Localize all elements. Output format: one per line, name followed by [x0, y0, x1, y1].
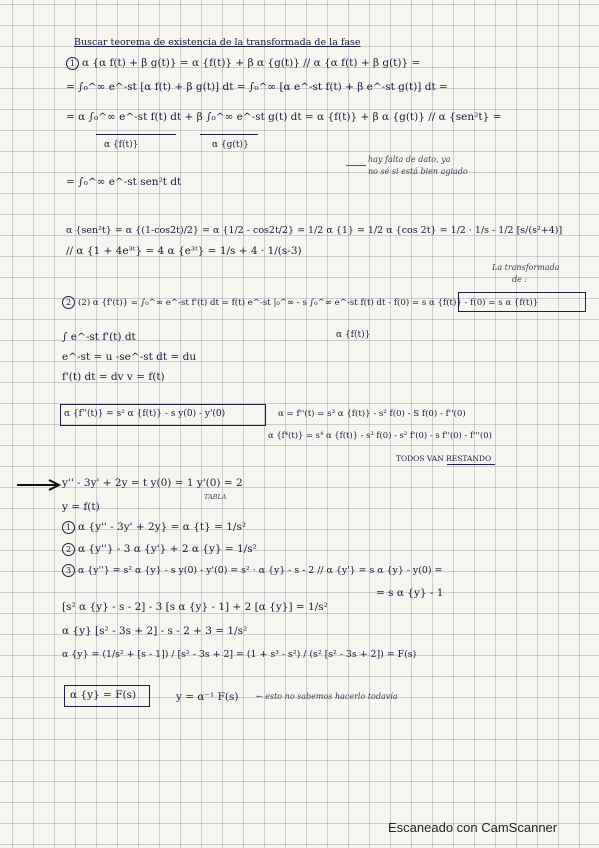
- line-18: 3 α {y''} = s² α {y} - s y(0) - y'(0) = s² · α {y} - s - 2 // α {y'} = s α {y} - y(0) =: [62, 564, 442, 578]
- underbrace-b: [200, 134, 258, 135]
- line-7: 2 (2) α {f'(t)} = ∫₀^∞ e^-st f'(t) dt = f(t) e^-st |₀^∞ - s ∫₀^∞ e^-st f(t) dt - f(0) = s α {f(t)} - f(0) = s α {f(t)}: [62, 296, 538, 310]
- line-8: ∫ e^-st f'(t) dt: [62, 331, 136, 343]
- scanner-watermark: Escaneado con CamScanner: [388, 820, 558, 835]
- line-6: // α {1 + 4e³ᵗ} = 4 α {e³ᵗ} = 1/s + 4 · 1/(s-3): [66, 245, 302, 257]
- line-22: α {y} = (1/s² + [s - 1]) / [s² - 3s + 2] = (1 + s³ - s²) / (s² [s² - 3s + 2]) = F(s): [62, 649, 417, 660]
- line-11-box: α {f''(t)} = s² α {f(t)} - s y(0) - y'(0): [64, 409, 226, 419]
- item-number-1b: 1: [62, 521, 75, 534]
- underline-restando: [447, 464, 495, 465]
- line-3-label-b: α {g(t)}: [212, 140, 249, 150]
- side-note-3: La transformada: [492, 263, 560, 272]
- item-number-1: 1: [66, 57, 79, 70]
- side-note-2: no sé si está bien agiado: [368, 167, 468, 176]
- line-19: = s α {y} - 1: [376, 587, 444, 599]
- line-9: e^-st = u -se^-st dt = du: [62, 351, 197, 363]
- line-15: y = f(t): [62, 501, 100, 513]
- item-number-3: 3: [62, 564, 75, 577]
- line-7-label: α {f(t)}: [336, 330, 371, 340]
- line-2: = ∫₀^∞ e^-st [α f(t) + β g(t)] dt = ∫₀^∞ [α e^-st f(t) + β e^-st g(t)] dt =: [66, 81, 448, 93]
- line-1: 1 α {α f(t) + β g(t)} = α {f(t)} + β α {g(t)} // α {α f(t) + β g(t)} =: [66, 56, 420, 70]
- line-11-right: α = f''(t) = s³ α {f(t)} - s² f(0) - S f(0) - f''(0): [278, 409, 466, 419]
- line-21: α {y} [s² - 3s + 2] - s - 2 + 3 = 1/s²: [62, 625, 248, 637]
- line-5: α {sen²t} = α {(1-cos2t)/2} = α {1/2 - cos2t/2} = 1/2 α {1} = 1/2 α {cos 2t} = 1/2 · 1/s - 1/2 [s/(s²+4)]: [66, 225, 563, 236]
- line-14: y'' - 3y' + 2y = t y(0) = 1 y'(0) = 2: [62, 477, 243, 489]
- side-note-1: hay falta de dato, ya: [368, 155, 451, 164]
- line-10: f'(t) dt = dv v = f(t): [62, 371, 165, 383]
- side-note-4: de :: [512, 275, 528, 284]
- line-23-box: α {y} = F(s): [70, 689, 137, 701]
- tabla-label: TABLA: [204, 493, 227, 501]
- line-16: 1 α {y'' - 3y' + 2y} = α {t} = 1/s²: [62, 520, 246, 534]
- result-box-1: [458, 292, 586, 312]
- item-number-2b: 2: [62, 543, 75, 556]
- line-3: = α ∫₀^∞ e^-st f(t) dt + β ∫₀^∞ e^-st g(t) dt = α {f(t)} + β α {g(t)} // α {sen²t} =: [66, 111, 502, 123]
- page-title: Buscar teorema de existencia de la transformada de la fase: [74, 37, 361, 48]
- line-20: [s² α {y} - s - 2] - 3 [s α {y} - 1] + 2 [α {y}] = 1/s²: [62, 601, 328, 613]
- line-3-label-a: α {f(t)}: [104, 140, 139, 150]
- item-number-2: 2: [62, 296, 75, 309]
- line-13: TODOS VAN RESTANDO: [396, 454, 492, 463]
- line-23: y = α⁻¹ F(s): [176, 691, 239, 703]
- note-pointer: [346, 165, 366, 166]
- line-12-right: α {f⁴(t)} = s⁴ α {f(t)} - s³ f(0) - s² f'(0) - s f''(0) - f'''(0): [268, 430, 492, 440]
- line-23-note: ← esto no sabemos hacerlo todavía: [256, 692, 398, 701]
- underbrace-a: [96, 134, 176, 135]
- line-17: 2 α {y''} - 3 α {y'} + 2 α {y} = 1/s²: [62, 542, 257, 556]
- line-4: = ∫₀^∞ e^-st sen²t dt: [66, 176, 182, 188]
- arrow-icon: [15, 477, 63, 493]
